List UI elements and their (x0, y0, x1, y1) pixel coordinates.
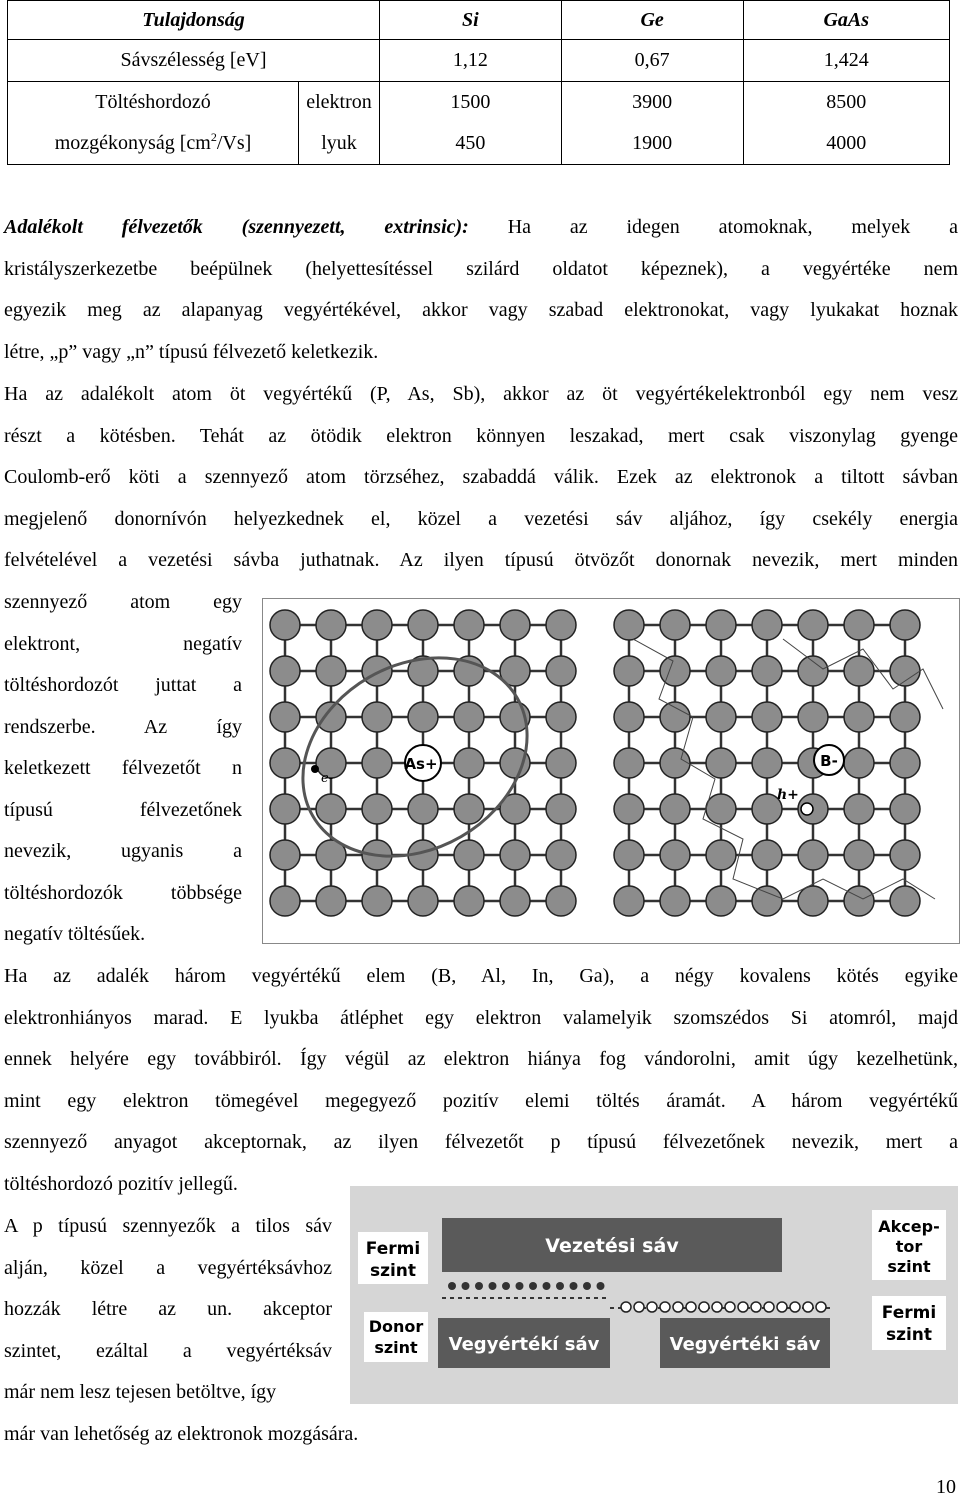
si-atom (408, 886, 438, 916)
si-atom (270, 794, 300, 824)
si-atom (614, 610, 644, 640)
mobility-unit-text: mozgékonyság [cm (54, 132, 211, 154)
si-atom (614, 656, 644, 686)
si-atom (270, 748, 300, 778)
si-atom (546, 886, 576, 916)
si-atom (706, 794, 736, 824)
arsenic-label: As+ (404, 755, 438, 773)
fermi-left-label-1: Fermi (365, 1239, 421, 1259)
si-atom (500, 840, 530, 870)
donor-electron (529, 1282, 537, 1290)
side1-line: típusú félvezetőnek (4, 798, 242, 821)
side2-line: A p típusú szennyezők a tilos sáv (4, 1215, 332, 1237)
fermi-right-label-1: Fermi (881, 1303, 937, 1323)
acceptor-hole (764, 1302, 774, 1312)
table-row (8, 123, 950, 165)
si-atom (546, 748, 576, 778)
si-atom (844, 610, 874, 640)
hole-label: h+ (777, 787, 799, 803)
si-atom (798, 656, 828, 686)
donor-electron (475, 1282, 483, 1290)
hole (801, 803, 813, 815)
si-atom (270, 840, 300, 870)
para1-line-4: létre, „p” vagy „n” típusú félvezető keletkezik. (4, 340, 379, 363)
donor-label-1: Donor (368, 1317, 424, 1336)
side2-line: alján, közel a vegyértéksávhoz (4, 1256, 332, 1279)
si-atom (890, 610, 920, 640)
side-text-ptype (4, 1206, 332, 1414)
acceptor-holes (621, 1302, 826, 1312)
si-atom (614, 748, 644, 778)
band-svg (350, 1186, 958, 1404)
si-atom (706, 886, 736, 916)
para1-text: Ha az idegen atomoknak, melyek a (468, 216, 958, 238)
si-atom (270, 886, 300, 916)
header-property: Tulajdonság (8, 1, 380, 40)
si-atom (546, 794, 576, 824)
si-atom (660, 610, 690, 640)
si-atom (454, 702, 484, 732)
acceptor-hole (647, 1302, 657, 1312)
mobility-unit-sup: 2 (210, 130, 217, 144)
si-atom (706, 840, 736, 870)
si-atom (454, 610, 484, 640)
para3-line-1: Ha az adalék három vegyértékű elem (B, Al, In, Ga), a négy kovalens kötés egyike (4, 965, 958, 987)
si-atom (270, 702, 300, 732)
donor-label-2: szint (374, 1338, 418, 1357)
si-atom (316, 656, 346, 686)
header-ge: Ge (561, 1, 743, 40)
acceptor-hole (621, 1302, 631, 1312)
acceptor-hole (699, 1302, 709, 1312)
si-atom (500, 610, 530, 640)
si-atom (798, 840, 828, 870)
para1-bold: Adalékolt félvezetők (szennyezett, extrinsic): (4, 216, 469, 238)
acceptor-hole (751, 1302, 761, 1312)
donor-electron (489, 1282, 497, 1290)
donor-electron (556, 1282, 564, 1290)
acceptor-hole (790, 1302, 800, 1312)
side-text-ntype (4, 582, 242, 956)
si-atom (546, 840, 576, 870)
si-atom (660, 840, 690, 870)
cell-mobility-si-2: 450 (380, 123, 562, 165)
side1-line: elektront, negatív (4, 632, 242, 655)
si-atom (844, 702, 874, 732)
si-atom (660, 702, 690, 732)
acceptor-hole (660, 1302, 670, 1312)
side2-line: hozzák létre az un. akceptor (4, 1298, 332, 1320)
si-atom (844, 886, 874, 916)
header-gaas: GaAs (743, 1, 950, 40)
si-atom (546, 610, 576, 640)
si-atom (890, 840, 920, 870)
valence-band-left-label: Vegyértékí sáv (448, 1334, 600, 1355)
acceptor-hole (634, 1302, 644, 1312)
mobility-unit-tail: /Vs] (216, 132, 252, 154)
table-header-row (8, 1, 950, 40)
cell-bandgap-ge: 0,67 (561, 40, 743, 82)
para1-line-2: kristályszerkezetbe beépülnek (helyettesítéssel szilárd oldatot képeznek), a vegyértéke nem (4, 257, 958, 280)
free-electron (311, 765, 319, 773)
para3-line-2: elektronhiányos marad. E lyukba átléphet egy elektron valamelyik szomszédos Si atomról, majd (4, 1006, 958, 1029)
cell-bandgap-label: Sávszélesség [eV] (8, 40, 380, 82)
si-atom (362, 748, 392, 778)
cell-mobility-ge-1: 3900 (561, 82, 743, 124)
cell-bandgap-gaas: 1,424 (743, 40, 950, 82)
si-atom (546, 702, 576, 732)
cell-mobility-ge-2: 1900 (561, 123, 743, 165)
conduction-band-label: Vezetési sáv (545, 1235, 679, 1257)
band-diagram-figure (350, 1186, 958, 1404)
si-atom (362, 702, 392, 732)
para1-line-1 (4, 207, 958, 249)
si-atom (844, 794, 874, 824)
crystal-lattice-figure (262, 598, 960, 944)
para2-line-4: megjelenő donornívón helyezkednek el, közel a vezetési sáv aljához, így csekély energia (4, 507, 958, 530)
side2-line: már nem lesz tejesen betöltve, így (4, 1381, 277, 1403)
si-atom (408, 610, 438, 640)
cell-bandgap-si: 1,12 (380, 40, 562, 82)
acceptor-hole (738, 1302, 748, 1312)
si-atom (844, 656, 874, 686)
si-atom (706, 656, 736, 686)
header-si: Si (380, 1, 562, 40)
para3-line-4: mint egy elektron tömegével megegyező pozitív elemi töltés áramát. A három vegyértékű (4, 1089, 958, 1112)
si-atom (614, 840, 644, 870)
electron-label: e- (321, 771, 334, 786)
si-atom (890, 702, 920, 732)
fermi-right-label-2: szint (885, 1325, 933, 1345)
si-atom (890, 794, 920, 824)
valence-band-right-label: Vegyértéki sáv (669, 1334, 821, 1355)
acceptor-hole (712, 1302, 722, 1312)
si-atom (706, 702, 736, 732)
side1-line: keletkezett félvezetőt n (4, 757, 242, 779)
si-atom (706, 610, 736, 640)
para2-line-2: részt a kötésben. Tehát az ötödik elektron könnyen leszakad, mert csak viszonylag gyenge (4, 424, 958, 447)
si-atom (660, 656, 690, 686)
side1-line: negatív töltésűek. (4, 923, 146, 945)
donor-electron (516, 1282, 524, 1290)
cell-mobility-si-1: 1500 (380, 82, 562, 124)
para2-line-3: Coulomb-erő köti a szennyező atom törzséhez, szabaddá válik. Ezek az elektronok a tiltott sávban (4, 466, 958, 488)
acceptor-label-1: Akcep- (878, 1217, 940, 1236)
si-atom (752, 610, 782, 640)
paragraph-doped (4, 207, 958, 373)
paragraph-donor (4, 374, 958, 582)
properties-table (7, 0, 950, 165)
si-atom (316, 610, 346, 640)
si-atom (316, 886, 346, 916)
side1-line: nevezik, ugyanis a (4, 840, 242, 862)
para1-line-3: egyezik meg az alapanyag vegyértékével, akkor vagy szabad elektronokat, vagy lyukakat hoznak (4, 299, 958, 321)
si-atom (752, 748, 782, 778)
si-atom (798, 886, 828, 916)
acceptor-hole (725, 1302, 735, 1312)
table-row (8, 82, 950, 124)
si-atom (270, 610, 300, 640)
si-atom (660, 748, 690, 778)
si-atom (362, 886, 392, 916)
acceptor-hole (673, 1302, 683, 1312)
si-atom (362, 656, 392, 686)
side2-line: szintet, ezáltal a vegyértéksáv (4, 1339, 332, 1362)
si-atom (844, 748, 874, 778)
acceptor-label-2: tor (895, 1237, 923, 1256)
si-atom (316, 794, 346, 824)
si-atom (844, 840, 874, 870)
acceptor-label-3: szint (887, 1257, 931, 1276)
si-atom (454, 794, 484, 824)
cell-mobility-electron: elektron (299, 82, 380, 124)
si-atom (408, 794, 438, 824)
cell-mobility-gaas-2: 4000 (743, 123, 950, 165)
donor-electron (462, 1282, 470, 1290)
si-atom (660, 794, 690, 824)
donor-electrons (448, 1282, 605, 1290)
para3-line-3: ennek helyére egy továbbiról. Így végül az elektron hiánya fog vándorolni, amit úgy kezelhetünk, (4, 1048, 958, 1070)
para2-line-5: felvételével a vezetési sávba juthatnak. Az ilyen típusú ötvözőt donornak nevezik, mert minden (4, 549, 958, 571)
lattice-svg (263, 599, 959, 943)
side1-line: szennyező atom egy (4, 591, 242, 613)
acceptor-hole (686, 1302, 696, 1312)
si-atom (752, 702, 782, 732)
si-atom (408, 702, 438, 732)
si-atom (890, 748, 920, 778)
si-atom (798, 610, 828, 640)
si-atom (614, 794, 644, 824)
si-atom (362, 610, 392, 640)
boron-label: B- (820, 752, 838, 770)
si-atom (362, 794, 392, 824)
si-atom (454, 840, 484, 870)
fermi-left-label-2: szint (369, 1261, 417, 1281)
acceptor-hole (777, 1302, 787, 1312)
si-atom (752, 886, 782, 916)
cell-mobility-label-2 (8, 123, 299, 165)
si-atom (454, 886, 484, 916)
side2-last-line: már van lehetőség az elektronok mozgására. (4, 1423, 359, 1445)
para2-line-1: Ha az adalékolt atom öt vegyértékű (P, As, Sb), akkor az öt vegyértékelektronból egy nem vesz (4, 383, 958, 405)
si-atom (660, 886, 690, 916)
si-atom (500, 886, 530, 916)
para3-line-5: szennyező anyagot akceptornak, az ilyen félvezetőt p típusú félvezetőnek nevezik, mert a (4, 1131, 958, 1153)
table-row (8, 40, 950, 82)
donor-electron (597, 1282, 605, 1290)
para3-line-6: töltéshordozó pozitív jellegű. (4, 1172, 238, 1195)
donor-electron (570, 1282, 578, 1290)
donor-electron (583, 1282, 591, 1290)
si-atom (798, 702, 828, 732)
donor-electron (502, 1282, 510, 1290)
side1-line: töltéshordozók többsége (4, 881, 242, 904)
acceptor-hole (803, 1302, 813, 1312)
page-number: 10 (936, 1476, 956, 1498)
acceptor-hole (816, 1302, 826, 1312)
si-atom (454, 748, 484, 778)
cell-mobility-hole: lyuk (299, 123, 380, 165)
side1-line: töltéshordozót juttat a (4, 674, 242, 696)
donor-electron (543, 1282, 551, 1290)
si-atom (614, 886, 644, 916)
side1-line: rendszerbe. Az így (4, 715, 242, 738)
si-atom (752, 656, 782, 686)
si-atom (752, 840, 782, 870)
cell-mobility-label-1: Töltéshordozó (8, 82, 299, 124)
donor-electron (448, 1282, 456, 1290)
si-atom (614, 702, 644, 732)
si-atom (890, 886, 920, 916)
si-atom (546, 656, 576, 686)
si-atom (706, 748, 736, 778)
cell-mobility-gaas-1: 8500 (743, 82, 950, 124)
si-atom (270, 656, 300, 686)
paragraph-acceptor (4, 956, 958, 1205)
